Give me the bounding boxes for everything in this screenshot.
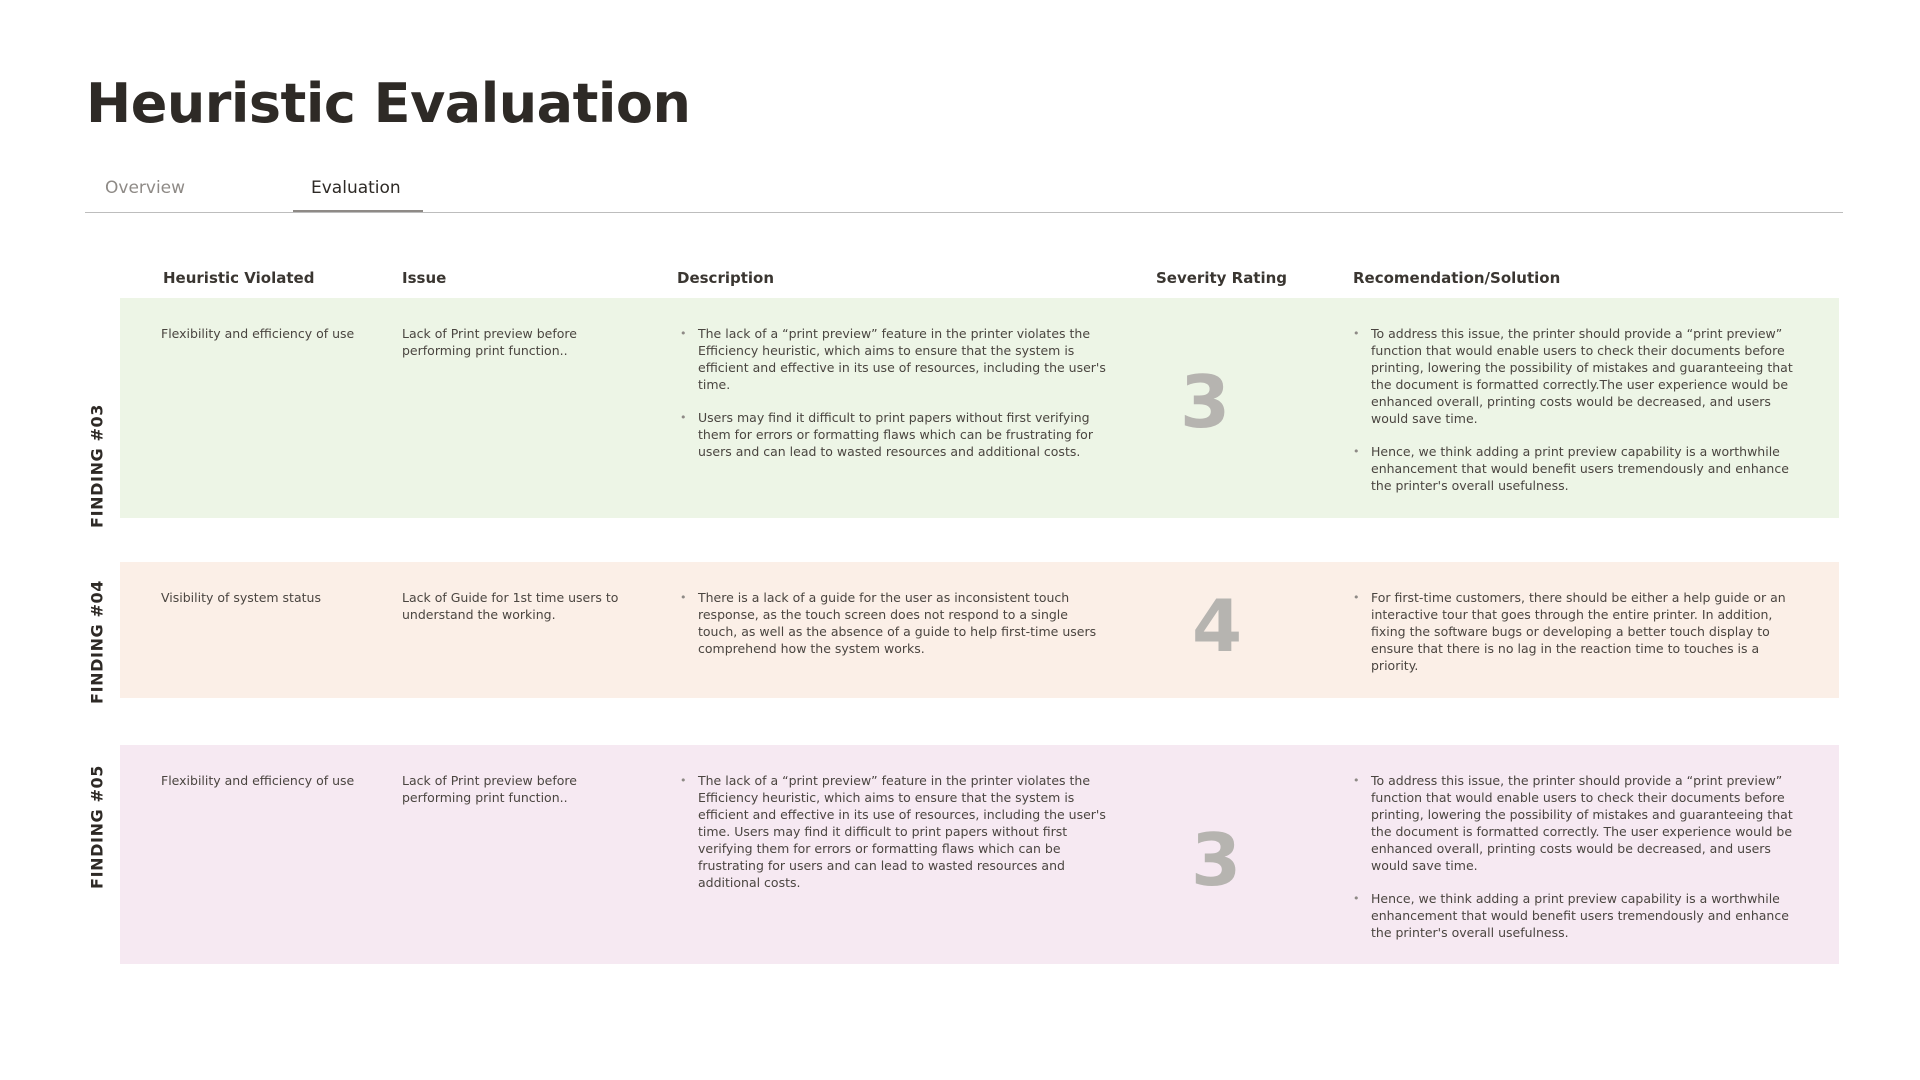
column-header-issue: Issue: [402, 269, 447, 287]
column-header-heuristic: Heuristic Violated: [163, 269, 315, 287]
description-cell: [680, 589, 1110, 673]
severity-rating: 3: [1190, 818, 1242, 902]
finding-label: FINDING #05: [87, 765, 107, 889]
column-header-description: Description: [677, 269, 775, 287]
finding-row: [120, 745, 1839, 964]
tab-evaluation[interactable]: Evaluation: [293, 178, 423, 212]
description-bullet: • The lack of a “print preview” feature in the printer violates the Efficiency heuristic, which aims to ensure that the system is efficient and effective in its use of resources, including the user's time. Users may find it difficult to print papers without first verifying them for errors or formatting flaws which can be frustrating for users and can lead to wasted resources and additional costs.: [680, 772, 1110, 891]
solution-cell: [1353, 772, 1793, 957]
solution-bullet: • Hence, we think adding a print preview capability is a worthwhile enhancement that would benefit users tremendously and enhance the printer's overall usefulness.: [1353, 443, 1793, 494]
finding-row: [120, 562, 1839, 698]
solution-bullet: • For first-time customers, there should be either a help guide or an interactive tour that goes through the entire printer. In addition, fixing the software bugs or developing a better touch display to ensure that there is no lag in the reaction time to touches is a priority.: [1353, 589, 1793, 674]
heuristic-cell: Visibility of system status: [161, 590, 321, 605]
severity-rating: 3: [1179, 360, 1231, 444]
finding-label: FINDING #03: [87, 404, 107, 528]
solution-cell: [1353, 589, 1793, 690]
heuristic-cell: Flexibility and efficiency of use: [161, 326, 355, 341]
solution-cell: [1353, 325, 1793, 510]
solution-bullet: • To address this issue, the printer should provide a “print preview” function that would enable users to check their documents before printing, lowering the possibility of mistakes and guaranteeing that the document is formatted correctly. The user experience would be enhanced overall, printing costs would be decreased, and users would save time.: [1353, 772, 1793, 874]
page-title: Heuristic Evaluation: [86, 72, 691, 135]
solution-bullet: • Hence, we think adding a print preview capability is a worthwhile enhancement that would benefit users tremendously and enhance the printer's overall usefulness.: [1353, 890, 1793, 941]
description-bullet: • The lack of a “print preview” feature in the printer violates the Efficiency heuristic, which aims to ensure that the system is efficient and effective in its use of resources, including the user's time.: [680, 325, 1110, 393]
solution-bullet: • To address this issue, the printer should provide a “print preview” function that would enable users to check their documents before printing, lowering the possibility of mistakes and guaranteeing that the document is formatted correctly.The user experience would be enhanced overall, printing costs would be decreased, and users would save time.: [1353, 325, 1793, 427]
column-header-severity: Severity Rating: [1156, 269, 1288, 287]
issue-cell: Lack of Guide for 1st time users to understand the working.: [402, 590, 619, 622]
issue-cell: Lack of Print preview before performing print function..: [402, 773, 577, 805]
tab-overview[interactable]: Overview: [105, 178, 186, 198]
column-header-solution: Recomendation/Solution: [1353, 269, 1561, 287]
description-bullet: • Users may find it difficult to print papers without first verifying them for errors or formatting flaws which can be frustrating for users and can lead to wasted resources and additional costs.: [680, 409, 1110, 460]
description-cell: [680, 325, 1110, 476]
finding-label: FINDING #04: [87, 580, 107, 704]
description-cell: [680, 772, 1110, 907]
issue-cell: Lack of Print preview before performing print function..: [402, 326, 577, 358]
description-bullet: • There is a lack of a guide for the user as inconsistent touch response, as the touch screen does not respond to a single touch, as well as the absence of a guide to help first-time users comprehend how the system works.: [680, 589, 1110, 657]
tab-bar: [85, 170, 1843, 213]
severity-rating: 4: [1191, 584, 1243, 668]
finding-row: [120, 298, 1839, 518]
heuristic-cell: Flexibility and efficiency of use: [161, 773, 355, 788]
